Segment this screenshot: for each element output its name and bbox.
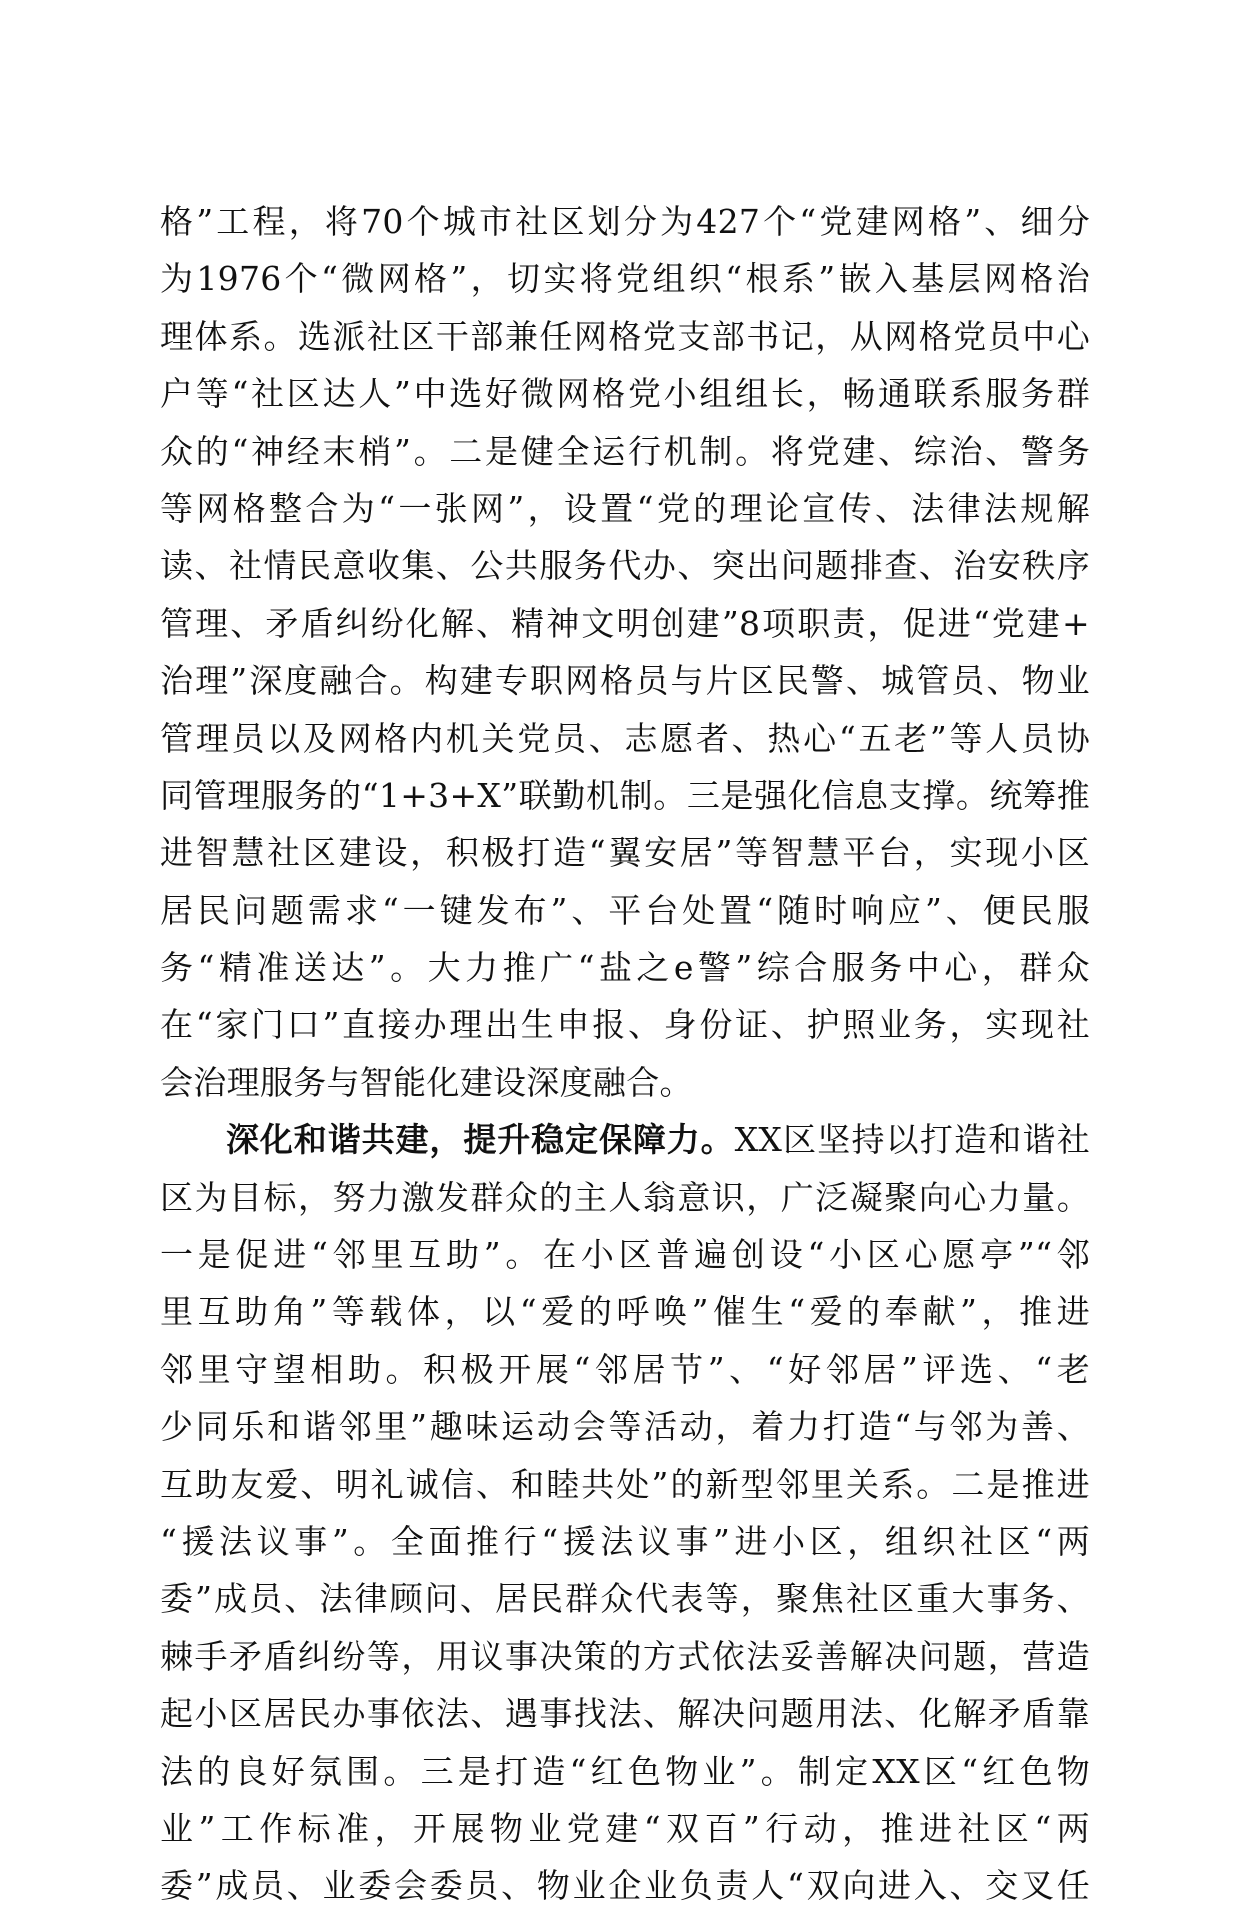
paragraph-line: 为1976个“微网格”，切实将党组织“根系”嵌入基层网格治 (160, 259, 1090, 299)
paragraph-line: 等网格整合为“一张网”，设置“党的理论宣传、法律法规解 (160, 488, 1090, 528)
paragraph-line: 委”成员、业委会委员、物业企业负责人“双向进入、交叉任 (160, 1866, 1090, 1906)
paragraph-line: 进智慧社区建设，积极打造“翼安居”等智慧平台，实现小区 (160, 833, 1090, 873)
paragraph-line: 在“家门口”直接办理出生申报、身份证、护照业务，实现社 (160, 1005, 1090, 1045)
paragraph-line: 法的良好氛围。三是打造“红色物业”。制定XX区“红色物 (160, 1751, 1090, 1791)
paragraph-line: 居民问题需求“一键发布”、平台处置“随时响应”、便民服 (160, 890, 1090, 930)
paragraph-1 (160, 193, 1090, 1111)
paragraph-2 (160, 1111, 1090, 1914)
paragraph-line: 少同乐和谐邻里”趣味运动会等活动，着力打造“与邻为善、 (160, 1407, 1090, 1447)
paragraph-line: 格”工程，将70个城市社区划分为427个“党建网格”、细分 (160, 202, 1090, 241)
paragraph-line: 棘手矛盾纠纷等，用议事决策的方式依法妥善解决问题，营造 (160, 1636, 1090, 1676)
paragraph-line: 理体系。选派社区干部兼任网格党支部书记，从网格党员中心 (160, 316, 1090, 356)
paragraph-line: 同管理服务的“1+3+X”联勤机制。三是强化信息支撑。统筹推 (160, 775, 1090, 815)
paragraph-line: 管理、矛盾纠纷化解、精神文明创建”8项职责，促进“党建+ (160, 603, 1090, 643)
paragraph-line: 务“精准送达”。大力推广“盐之e警”综合服务中心，群众 (160, 948, 1090, 988)
paragraph-line: 区为目标，努力激发群众的主人翁意识，广泛凝聚向心力量。 (160, 1177, 1090, 1217)
paragraph-line: 一是促进“邻里互助”。在小区普遍创设“小区心愿亭”“邻 (160, 1235, 1090, 1275)
paragraph-line: 委”成员、法律顾问、居民群众代表等，聚焦社区重大事务、 (160, 1579, 1090, 1619)
paragraph-line: 户等“社区达人”中选好微网格党小组组长，畅通联系服务群 (160, 374, 1090, 414)
paragraph-first-line (160, 1111, 1090, 1168)
heading-continuation: XX区坚持以打造和谐社 (734, 1120, 1091, 1160)
paragraph-line: 业”工作标准，开展物业党建“双百”行动，推进社区“两 (160, 1808, 1090, 1848)
paragraph-line: 治理”深度融合。构建专职网格员与片区民警、城管员、物业 (160, 661, 1090, 701)
paragraph-line: 众的“神经末梢”。二是健全运行机制。将党建、综治、警务 (160, 431, 1090, 471)
paragraph-line: “援法议事”。全面推行“援法议事”进小区，组织社区“两 (160, 1521, 1090, 1561)
paragraph-line: 起小区居民办事依法、遇事找法、解决问题用法、化解矛盾靠 (160, 1694, 1090, 1734)
section-heading: 深化和谐共建，提升稳定保障力。 (226, 1120, 735, 1160)
paragraph-line: 里互助角”等载体，以“爱的呼唤”催生“爱的奉献”，推进 (160, 1292, 1090, 1332)
paragraph-line: 互助友爱、明礼诚信、和睦共处”的新型邻里关系。二是推进 (160, 1464, 1090, 1504)
paragraph-line: 管理员以及网格内机关党员、志愿者、热心“五老”等人员协 (160, 718, 1090, 758)
paragraph-line: 邻里守望相助。积极开展“邻居节”、“好邻居”评选、“老 (160, 1349, 1090, 1389)
body-text (160, 193, 1090, 1915)
paragraph-line: 读、社情民意收集、公共服务代办、突出问题排查、治安秩序 (160, 546, 1090, 586)
paragraph-line: 会治理服务与智能化建设深度融合。 (160, 1062, 693, 1102)
